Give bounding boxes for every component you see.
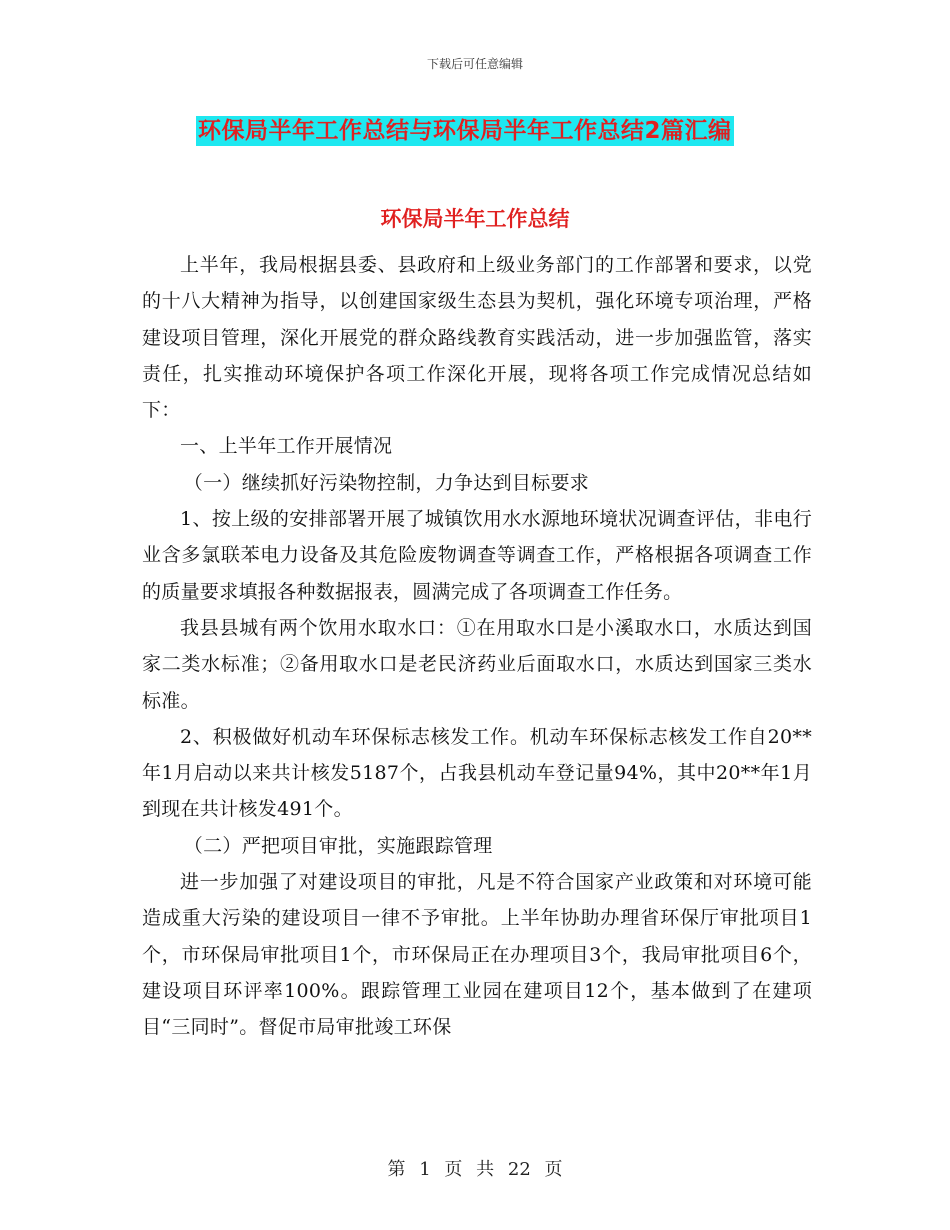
paragraph-intro: 上半年，我局根据县委、县政府和上级业务部门的工作部署和要求，以党的十八大精神为指导，以创建国家级生态县为契机，强化环境专项治理，严格建设项目管理，深化开展党的群众路线教育实践活动，进一步加强监管，落实责任，扎实推动环境保护各项工作深化开展，现将各项工作完成情况总结如下： [142,254,812,422]
subsection-heading: （二）严把项目审批，实施跟踪管理 [183,834,493,857]
document-main-title: 环保局半年工作总结与环保局半年工作总结2篇汇编 [198,118,732,144]
section-heading: 一、上半年工作开展情况 [180,435,393,458]
paragraph-vehicle-label: 2、积极做好机动车环保标志核发工作。机动车环保标志核发工作自20**年1月启动以来共计核发5187个，占我县机动车登记量94%，其中20**年1月到现在共计核发491个。 [142,725,812,821]
page-current: 1 [419,1159,431,1180]
page-footer [0,1155,950,1181]
page-label-mid: 页 [444,1159,463,1180]
paragraph-survey: 1、按上级的安排部署开展了城镇饮用水水源地环境状况调查评估，非电行业含多氯联苯电力设备及其危险废物调查等调查工作，严格根据各项调查工作的质量要求填报各种数据报表，圆满完成了各项调查工作任务。 [142,508,812,603]
page-label-prefix: 第 [387,1159,406,1180]
header-note: 下载后可任意编辑 [426,57,523,71]
paragraph-project-approval: 进一步加强了对建设项目的审批，凡是不符合国家产业政策和对环境可能造成重大污染的建设项目一律不予审批。上半年协助办理省环保厅审批项目1个，市环保局审批项目1个，市环保局正在办理项目3个，我局审批项目6个，建设项目环评率100%。跟踪管理工业园在建项目12个，基本做到了在建项目“三同时”。督促市局审批竣工环保 [142,871,812,1039]
page-total-prefix: 共 [476,1159,495,1180]
page-total: 22 [507,1159,531,1180]
subsection-heading: （一）继续抓好污染物控制，力争达到目标要求 [183,471,590,494]
page-label-suffix: 页 [544,1159,563,1180]
document-body [142,247,812,1046]
paragraph-water-intake: 我县县城有两个饮用水取水口：①在用取水口是小溪取水口，水质达到国家二类水标准；②备用取水口是老民济药业后面取水口，水质达到国家三类水标准。 [142,616,812,712]
document-sub-title: 环保局半年工作总结 [380,207,570,231]
